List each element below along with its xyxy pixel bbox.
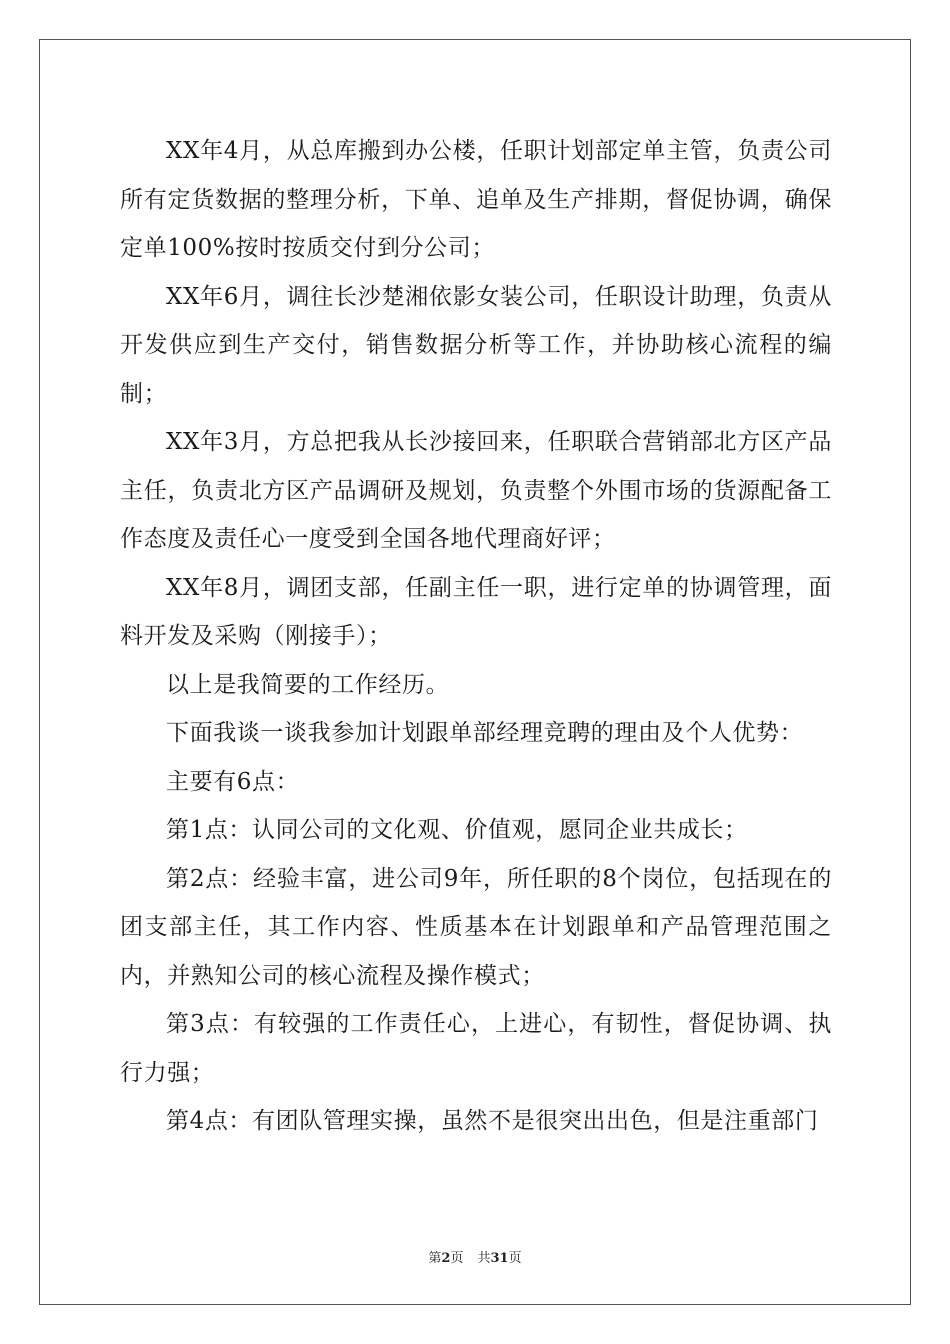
total-pages: 31 bbox=[490, 1251, 509, 1266]
paragraph-9: 第2点：经验丰富，进公司9年，所任职的8个岗位，包括现在的团支部主任，其工作内容、性质基本在计划跟单和产品管理范围之内，并熟知公司的核心流程及操作模式； bbox=[120, 865, 832, 989]
paragraph-5: 以上是我简要的工作经历。 bbox=[166, 671, 450, 698]
paragraph-1: XX年4月，从总库搬到办公楼，任职计划部定单主管，负责公司所有定货数据的整理分析，下单、追单及生产排期，督促协调，确保定单100%按时按质交付到分公司； bbox=[120, 138, 832, 261]
page-number: 2 bbox=[441, 1251, 451, 1266]
document-body bbox=[120, 127, 832, 1146]
paragraph-2: XX年6月，调往长沙楚湘依影女装公司，任职设计助理，负责从开发供应到生产交付，销售数据分析等工作，并协助核心流程的编制； bbox=[120, 283, 832, 407]
paragraph-3: XX年3月，方总把我从长沙接回来，任职联合营销部北方区产品主任，负责北方区产品调研及规划，负责整个外围市场的货源配备工作态度及责任心一度受到全国各地代理商好评； bbox=[120, 429, 832, 552]
paragraph-8: 第1点：认同公司的文化观、价值观，愿同企业共成长； bbox=[166, 817, 748, 843]
page-suffix: 页 bbox=[450, 1251, 464, 1266]
paragraph-10: 第3点：有较强的工作责任心，上进心，有韧性，督促协调、执行力强； bbox=[120, 1011, 832, 1086]
page-footer bbox=[0, 1247, 950, 1266]
paragraph-7: 主要有6点： bbox=[166, 768, 300, 795]
total-prefix: 共 bbox=[477, 1251, 491, 1266]
paragraph-6: 下面我谈一谈我参加计划跟单部经理竞聘的理由及个人优势： bbox=[166, 720, 804, 746]
paragraph-11: 第4点：有团队管理实操，虽然不是很突出出色，但是注重部门 bbox=[166, 1108, 819, 1134]
paragraph-4: XX年8月，调团支部，任副主任一职，进行定单的协调管理，面料开发及采购（刚接手）； bbox=[120, 574, 832, 649]
page-prefix: 第 bbox=[428, 1251, 442, 1266]
total-suffix: 页 bbox=[508, 1251, 522, 1266]
